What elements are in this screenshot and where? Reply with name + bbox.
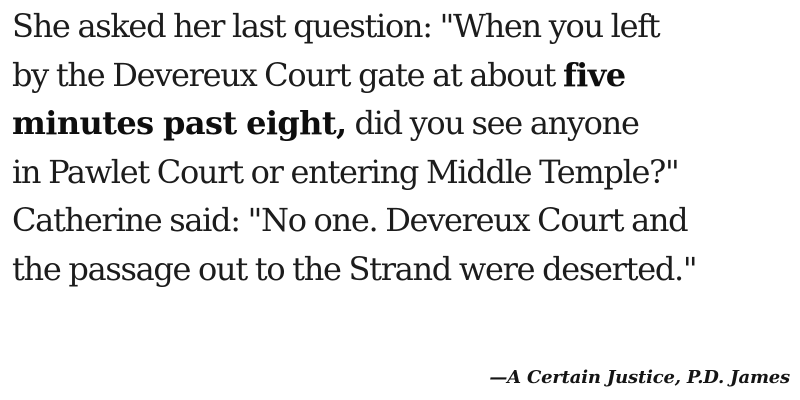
quote-line-text: She asked her last question: "When you left [12, 7, 660, 45]
quote-line [12, 99, 792, 148]
quote-line-text: by the Devereux Court gate at about [12, 55, 563, 94]
quote-line [12, 245, 792, 294]
quote-line [12, 196, 792, 245]
quote-line-text: the passage out to the Strand were deserted." [12, 249, 697, 288]
quote-text [12, 2, 792, 293]
quote-line [12, 51, 792, 100]
quote-line [12, 148, 792, 197]
quote-line-text: in Pawlet Court or entering Middle Temple?" [12, 152, 679, 191]
quote-emphasis: minutes past eight, [12, 104, 347, 142]
quote-line-text: Catherine said: "No one. Devereux Court and [12, 201, 688, 239]
quote-line-text: did you see anyone [346, 104, 639, 142]
quote-line [12, 2, 792, 51]
quote-emphasis: five [562, 55, 626, 94]
quote-attribution: —A Certain Justice, P.D. James [489, 367, 790, 388]
